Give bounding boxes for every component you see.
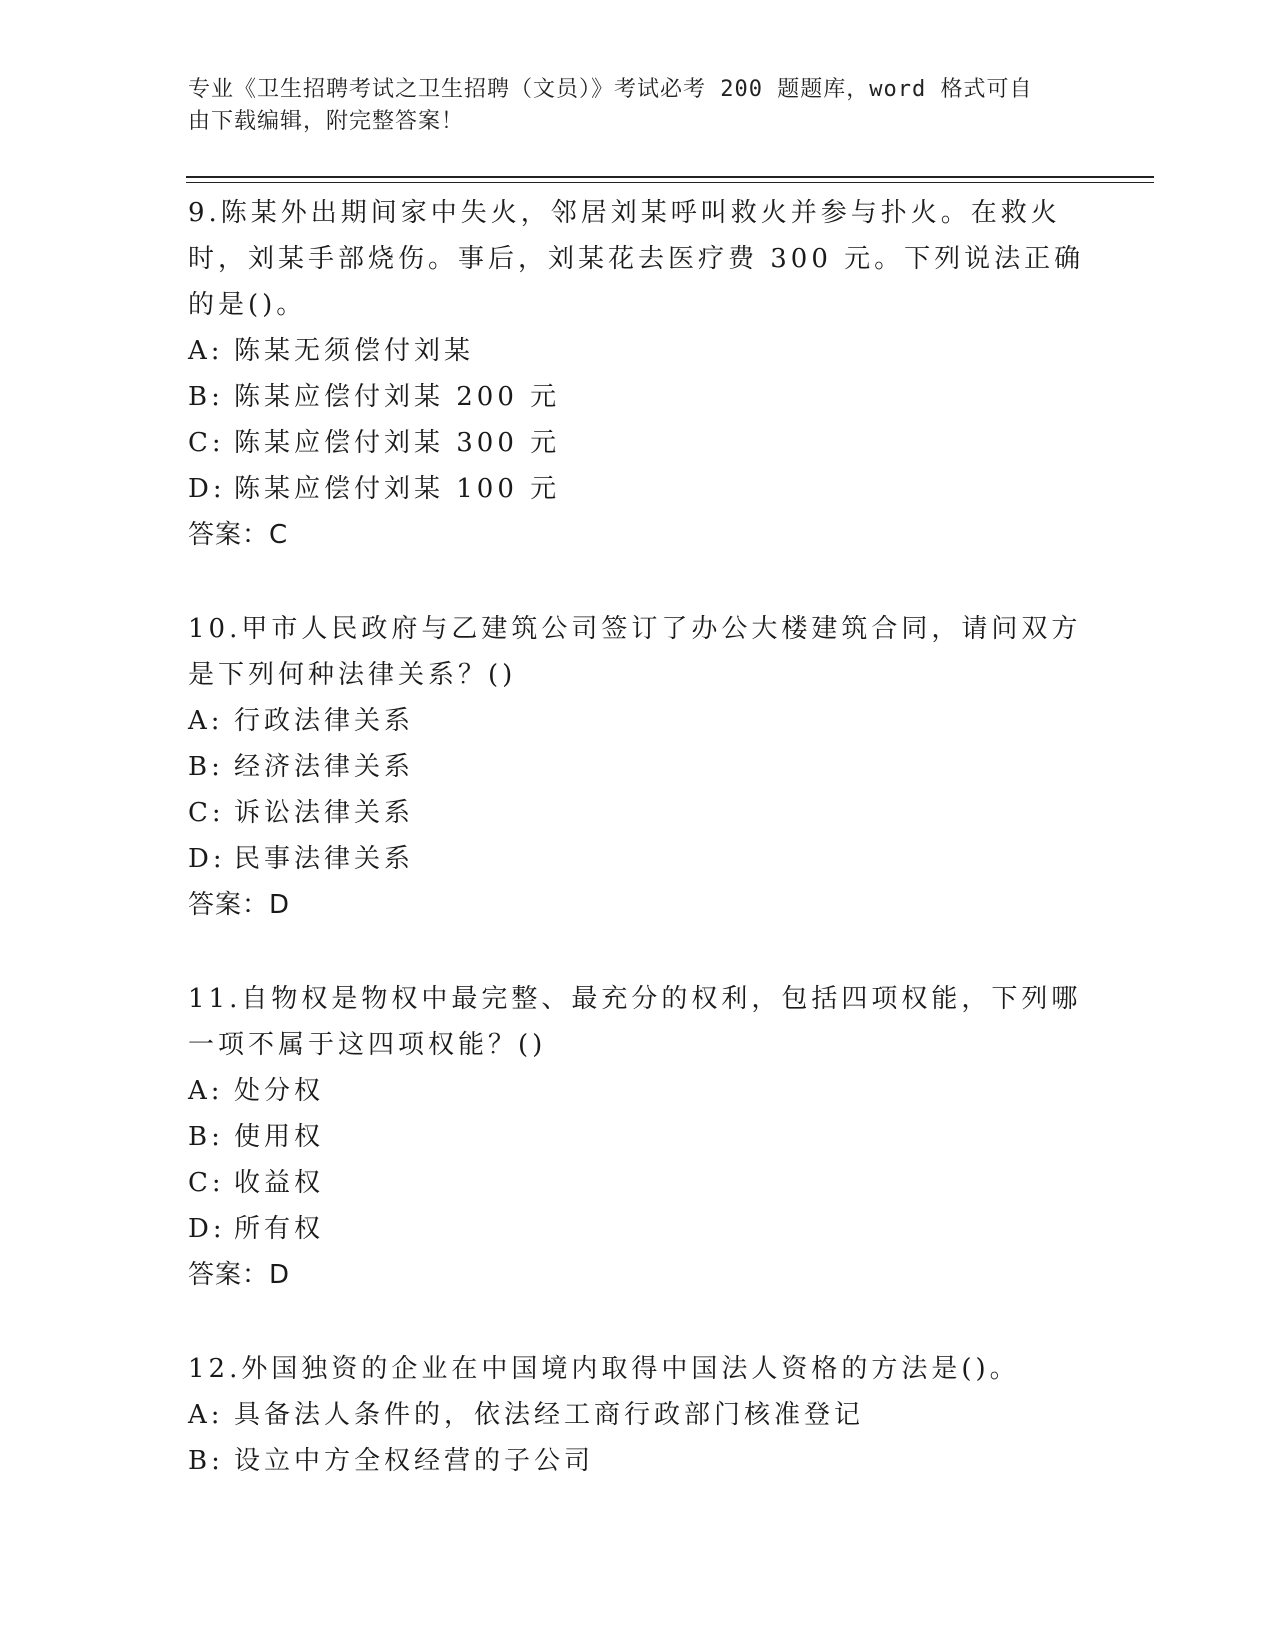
option-d — [188, 1206, 1088, 1252]
option-c — [188, 420, 1088, 466]
question-stem: 11.自物权是物权中最完整、最充分的权利，包括四项权能，下列哪一项不属于这四项权能？() — [188, 984, 1082, 1060]
option-text: 具备法人条件的，依法经工商行政部门核准登记 — [234, 1400, 865, 1430]
option-text: 处分权 — [234, 1076, 325, 1106]
option-text: 陈某应偿付刘某 300 元 — [234, 428, 561, 458]
option-key: A: — [188, 1400, 224, 1430]
question-list — [188, 190, 1088, 1532]
option-c — [188, 790, 1088, 836]
option-key: A: — [188, 1076, 224, 1106]
option-key: A: — [188, 706, 224, 736]
option-b — [188, 1438, 1088, 1484]
option-b — [188, 374, 1088, 420]
option-a — [188, 698, 1088, 744]
option-b — [188, 1114, 1088, 1160]
question-11 — [188, 976, 1088, 1298]
option-text: 所有权 — [234, 1214, 325, 1244]
header-divider-thin — [186, 182, 1154, 183]
option-key: C: — [188, 428, 225, 458]
option-key: D: — [188, 474, 226, 504]
option-a — [188, 1392, 1088, 1438]
option-key: D: — [188, 844, 226, 874]
question-stem: 10.甲市人民政府与乙建筑公司签订了办公大楼建筑合同，请问双方是下列何种法律关系？() — [188, 614, 1082, 690]
option-key: D: — [188, 1214, 226, 1244]
option-key: B: — [188, 382, 224, 412]
option-text: 收益权 — [234, 1168, 325, 1198]
option-text: 行政法律关系 — [234, 706, 415, 736]
option-text: 陈某应偿付刘某 100 元 — [234, 474, 561, 504]
option-text: 陈某应偿付刘某 200 元 — [234, 382, 561, 412]
header-line-1: 专业《卫生招聘考试之卫生招聘（文员）》考试必考 200 题题库，word 格式可自 — [188, 77, 1033, 102]
option-a — [188, 1068, 1088, 1114]
option-c — [188, 1160, 1088, 1206]
header-divider-thick — [186, 176, 1154, 178]
header-line-2: 由下载编辑，附完整答案！ — [188, 109, 465, 134]
option-text: 经济法律关系 — [234, 752, 415, 782]
answer-line: 答案：C — [188, 520, 289, 550]
question-12 — [188, 1346, 1088, 1484]
question-10 — [188, 606, 1088, 928]
option-key: C: — [188, 798, 225, 828]
answer-line: 答案：D — [188, 890, 291, 920]
option-key: B: — [188, 1446, 224, 1476]
option-d — [188, 466, 1088, 512]
option-text: 使用权 — [234, 1122, 325, 1152]
option-a — [188, 328, 1088, 374]
option-key: B: — [188, 1122, 224, 1152]
document-header — [188, 74, 1068, 138]
option-key: B: — [188, 752, 224, 782]
option-key: A: — [188, 336, 224, 366]
option-b — [188, 744, 1088, 790]
option-d — [188, 836, 1088, 882]
question-9 — [188, 190, 1088, 558]
option-text: 设立中方全权经营的子公司 — [234, 1446, 595, 1476]
answer-line: 答案：D — [188, 1260, 291, 1290]
option-text: 诉讼法律关系 — [234, 798, 415, 828]
option-text: 民事法律关系 — [234, 844, 415, 874]
option-text: 陈某无须偿付刘某 — [234, 336, 475, 366]
question-stem: 12.外国独资的企业在中国境内取得中国法人资格的方法是()。 — [188, 1354, 1020, 1384]
option-key: C: — [188, 1168, 225, 1198]
question-stem: 9.陈某外出期间家中失火，邻居刘某呼叫救火并参与扑火。在救火时，刘某手部烧伤。事后，刘某花去医疗费 300 元。下列说法正确的是()。 — [188, 198, 1085, 320]
